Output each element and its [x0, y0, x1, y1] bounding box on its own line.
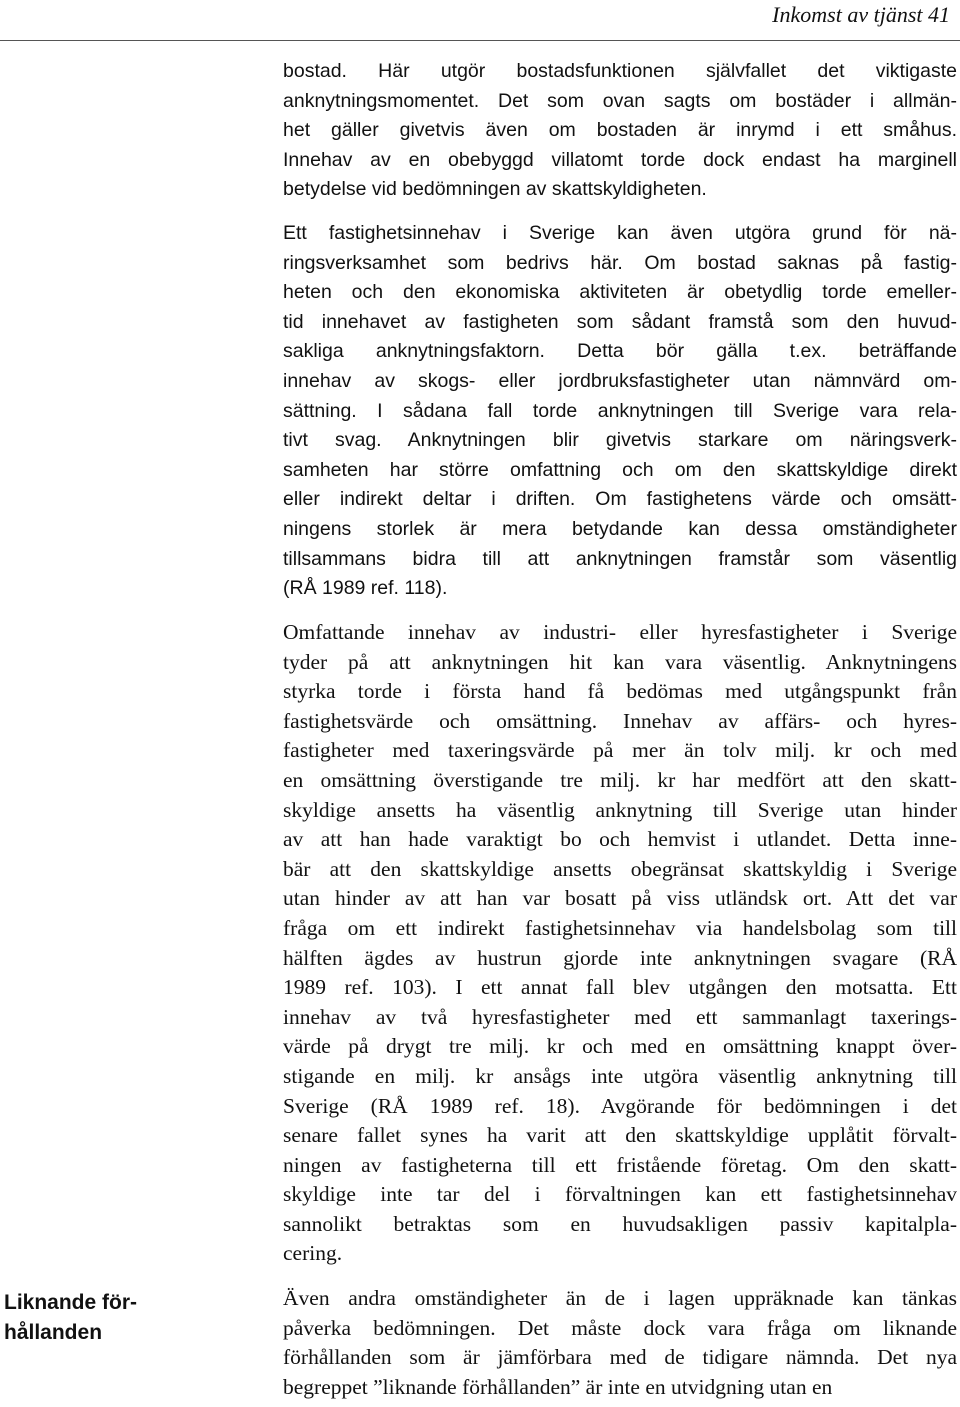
text-line: ningens storlek är mera betydande kan dessa omständigheter	[283, 517, 957, 540]
text-line: senare fallet synes ha varit att den skattskyldige upplåtit förvalt-	[283, 1123, 957, 1148]
text-line: förhållanden som är jämförbara med de tidigare nämnda. Det nya	[283, 1345, 957, 1370]
margin-heading-line: hållanden	[4, 1321, 103, 1344]
text-line: fastighetsvärde och omsättning. Innehav av affärs- och hyres-	[283, 708, 957, 733]
text-line: begreppet ”liknande förhållanden” är inte en utvidgning utan en	[283, 1374, 833, 1399]
text-line: utan hinder av att han var bosatt på viss utländsk ort. Att det var	[283, 886, 957, 911]
text-line: tivt svag. Anknytningen blir givetvis starkare om näringsverk-	[283, 429, 957, 452]
text-line: betydelse vid bedömningen av skattskyldigheten.	[283, 178, 707, 201]
text-line: sättning. I sådana fall torde anknytningen till Sverige vara rela-	[283, 399, 957, 422]
paragraph-2	[283, 222, 957, 607]
text-line: anknytningsmomentet. Det som ovan sagts om bostäder i allmän-	[283, 89, 957, 112]
text-line: påverka bedömningen. Det måste dock vara fråga om liknande	[283, 1315, 957, 1340]
paragraph-1	[283, 60, 957, 208]
running-header	[772, 2, 950, 28]
text-line: cering.	[283, 1241, 343, 1266]
text-line: styrka torde i första hand få bedömas med utgångspunkt från	[283, 679, 957, 704]
text-line: (RÅ 1989 ref. 118).	[283, 577, 448, 600]
text-line: 1989 ref. 103). I ett annat fall blev utgången den motsatta. Ett	[283, 975, 957, 1000]
text-line: Omfattande innehav av industri- eller hyresfastigheter i Sverige	[283, 620, 957, 644]
text-line: het gäller givetvis även om bostaden är inrymd i ett småhus.	[283, 119, 957, 142]
text-line: tillsammans bidra till att anknytningen framstår som väsentlig	[283, 547, 957, 570]
text-line: stigande en milj. kr ansågs inte utgöra väsentlig anknytning till	[283, 1063, 957, 1088]
text-line: fastigheter med taxeringsvärde på mer än tolv milj. kr och med	[283, 738, 957, 763]
paragraph-3	[283, 620, 957, 1271]
text-line: fråga om ett indirekt fastighetsinnehav via handelsbolag som till	[283, 915, 957, 940]
text-line: tyder på att anknytningen hit kan vara väsentlig. Anknytningens	[283, 649, 957, 674]
text-line: sannolikt betraktas som en huvudsakligen passiv kapitalpla-	[283, 1211, 957, 1236]
text-line: bostad. Här utgör bostadsfunktionen självfallet det viktigaste	[283, 60, 957, 82]
text-line: av att han hade varaktigt bo och hemvist i utlandet. Detta inne-	[283, 827, 957, 852]
text-line: värde på drygt tre milj. kr och med en omsättning knappt över-	[283, 1034, 957, 1059]
margin-heading-line: Liknande för-	[4, 1291, 138, 1314]
text-line: heten och den ekonomiska aktiviteten är obetydlig torde emeller-	[283, 281, 957, 304]
margin-heading	[4, 1288, 174, 1348]
header-title: Inkomst av tjänst	[772, 2, 923, 27]
text-line: Ett fastighetsinnehav i Sverige kan även utgöra grund för nä-	[283, 222, 957, 244]
text-line: bär att den skattskyldige ansetts obegränsat skattskyldig i Sverige	[283, 856, 957, 881]
text-line: tid innehavet av fastigheten som sådant framstå som den huvud-	[283, 310, 957, 333]
text-line: ningen av fastigheterna till ett fristående företag. Om den skatt-	[283, 1152, 957, 1177]
text-line: innehav av två hyresfastigheter med ett sammanlagt taxerings-	[283, 1004, 957, 1029]
page-number: 41	[928, 2, 950, 27]
text-line: Även andra omständigheter än de i lagen uppräknade kan tänkas	[283, 1286, 957, 1310]
text-line: skyldige inte tar del i förvaltningen kan ett fastighetsinnehav	[283, 1182, 957, 1207]
text-line: Innehav av en obebyggd villatomt torde dock endast ha marginell	[283, 148, 957, 171]
paragraph-4	[283, 1286, 957, 1404]
text-line: samheten har större omfattning och om den skattskyldige direkt	[283, 458, 957, 481]
header-rule	[0, 40, 960, 41]
text-line: en omsättning överstigande tre milj. kr har medfört att den skatt-	[283, 767, 957, 792]
text-line: skyldige ansetts ha väsentlig anknytning till Sverige utan hinder	[283, 797, 957, 822]
text-line: ringsverksamhet som bedrivs här. Om bostad saknas på fastig-	[283, 251, 957, 274]
text-line: hälften ägdes av hustrun gjorde inte anknytningen svagare (RÅ	[283, 945, 957, 970]
text-line: innehav av skogs- eller jordbruksfastigheter utan nämnvärd om-	[283, 369, 957, 392]
text-line: Sverige (RÅ 1989 ref. 18). Avgörande för bedömningen i det	[283, 1093, 957, 1118]
text-line: sakliga anknytningsfaktorn. Detta bör gälla t.ex. beträffande	[283, 340, 957, 363]
text-line: eller indirekt deltar i driften. Om fastighetens värde och omsätt-	[283, 488, 957, 511]
